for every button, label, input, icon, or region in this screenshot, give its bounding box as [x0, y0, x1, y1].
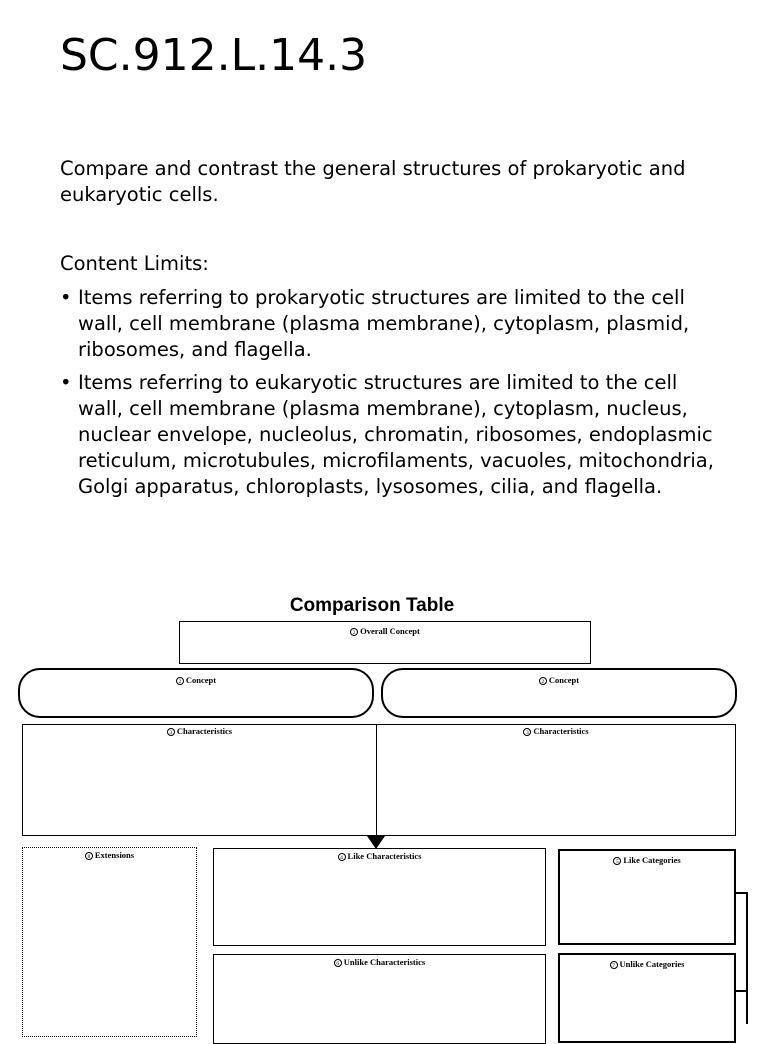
- list-item: [60, 370, 720, 500]
- like-characteristics-box: [213, 848, 546, 946]
- step-number-icon: 3: [523, 728, 531, 736]
- characteristics-right-box: [376, 724, 736, 836]
- concept-left-box: [18, 668, 374, 718]
- step-number-icon: 3: [167, 728, 175, 736]
- unlike-categories-box: [558, 953, 736, 1043]
- characteristics-left-box: [22, 724, 377, 836]
- concept-right-box: [381, 668, 737, 718]
- characteristics-right-label: Characteristics: [533, 726, 589, 736]
- unlike-characteristics-box: [213, 954, 546, 1044]
- like-categories-label: Like Categories: [623, 855, 681, 865]
- like-categories-box: [558, 849, 736, 945]
- extensions-label: Extensions: [94, 850, 135, 860]
- step-number-icon: 8: [85, 852, 93, 860]
- step-number-icon: 6: [334, 959, 342, 967]
- step-number-icon: 7: [610, 961, 618, 969]
- unlike-categories-label: Unlike Categories: [619, 959, 685, 969]
- bullet-text-eukaryotic: Items referring to eukaryotic structures are limited to the cell wall, cell membrane (plasma membrane), cytoplasm, nucleus, nuclear envelope, nucleolus, chromatin, ribosomes, endoplasmic reticulum, microtubules, microfilaments, vacuoles, mitochondria, Golgi apparatus, chloroplasts, lysosomes, cilia, and flagella.: [78, 371, 714, 498]
- like-characteristics-label: Like Characteristics: [347, 851, 422, 861]
- overall-concept-label: Overall Concept: [360, 626, 420, 636]
- comparison-table-title: Comparison Table: [289, 595, 455, 616]
- step-number-icon: 4: [338, 853, 346, 861]
- content-limits-list: [60, 285, 720, 507]
- bullet-icon: •: [60, 286, 72, 309]
- overall-concept-box: [179, 621, 591, 664]
- step-number-icon: 2: [176, 677, 184, 685]
- connector-line: [746, 892, 748, 1024]
- connector-line: [736, 990, 748, 992]
- concept-left-label: Concept: [185, 675, 217, 685]
- bullet-text-prokaryotic: Items referring to prokaryotic structures are limited to the cell wall, cell membrane (plasma membrane), cytoplasm, plasmid, ribosomes, and flagella.: [78, 286, 690, 361]
- slide-title: SC.912.L.14.3: [60, 30, 368, 81]
- list-item: [60, 285, 720, 363]
- extensions-box: [22, 847, 197, 1037]
- step-number-icon: 2: [350, 628, 358, 636]
- step-number-icon: 5: [613, 857, 621, 865]
- objective-text: Compare and contrast the general structures of prokaryotic and eukaryotic cells.: [60, 157, 686, 206]
- step-number-icon: 2: [539, 677, 547, 685]
- bullet-icon: •: [60, 371, 72, 394]
- content-limits-label: Content Limits:: [60, 252, 209, 275]
- concept-right-label: Concept: [548, 675, 580, 685]
- characteristics-left-label: Characteristics: [176, 726, 233, 736]
- unlike-characteristics-label: Unlike Characteristics: [343, 957, 426, 967]
